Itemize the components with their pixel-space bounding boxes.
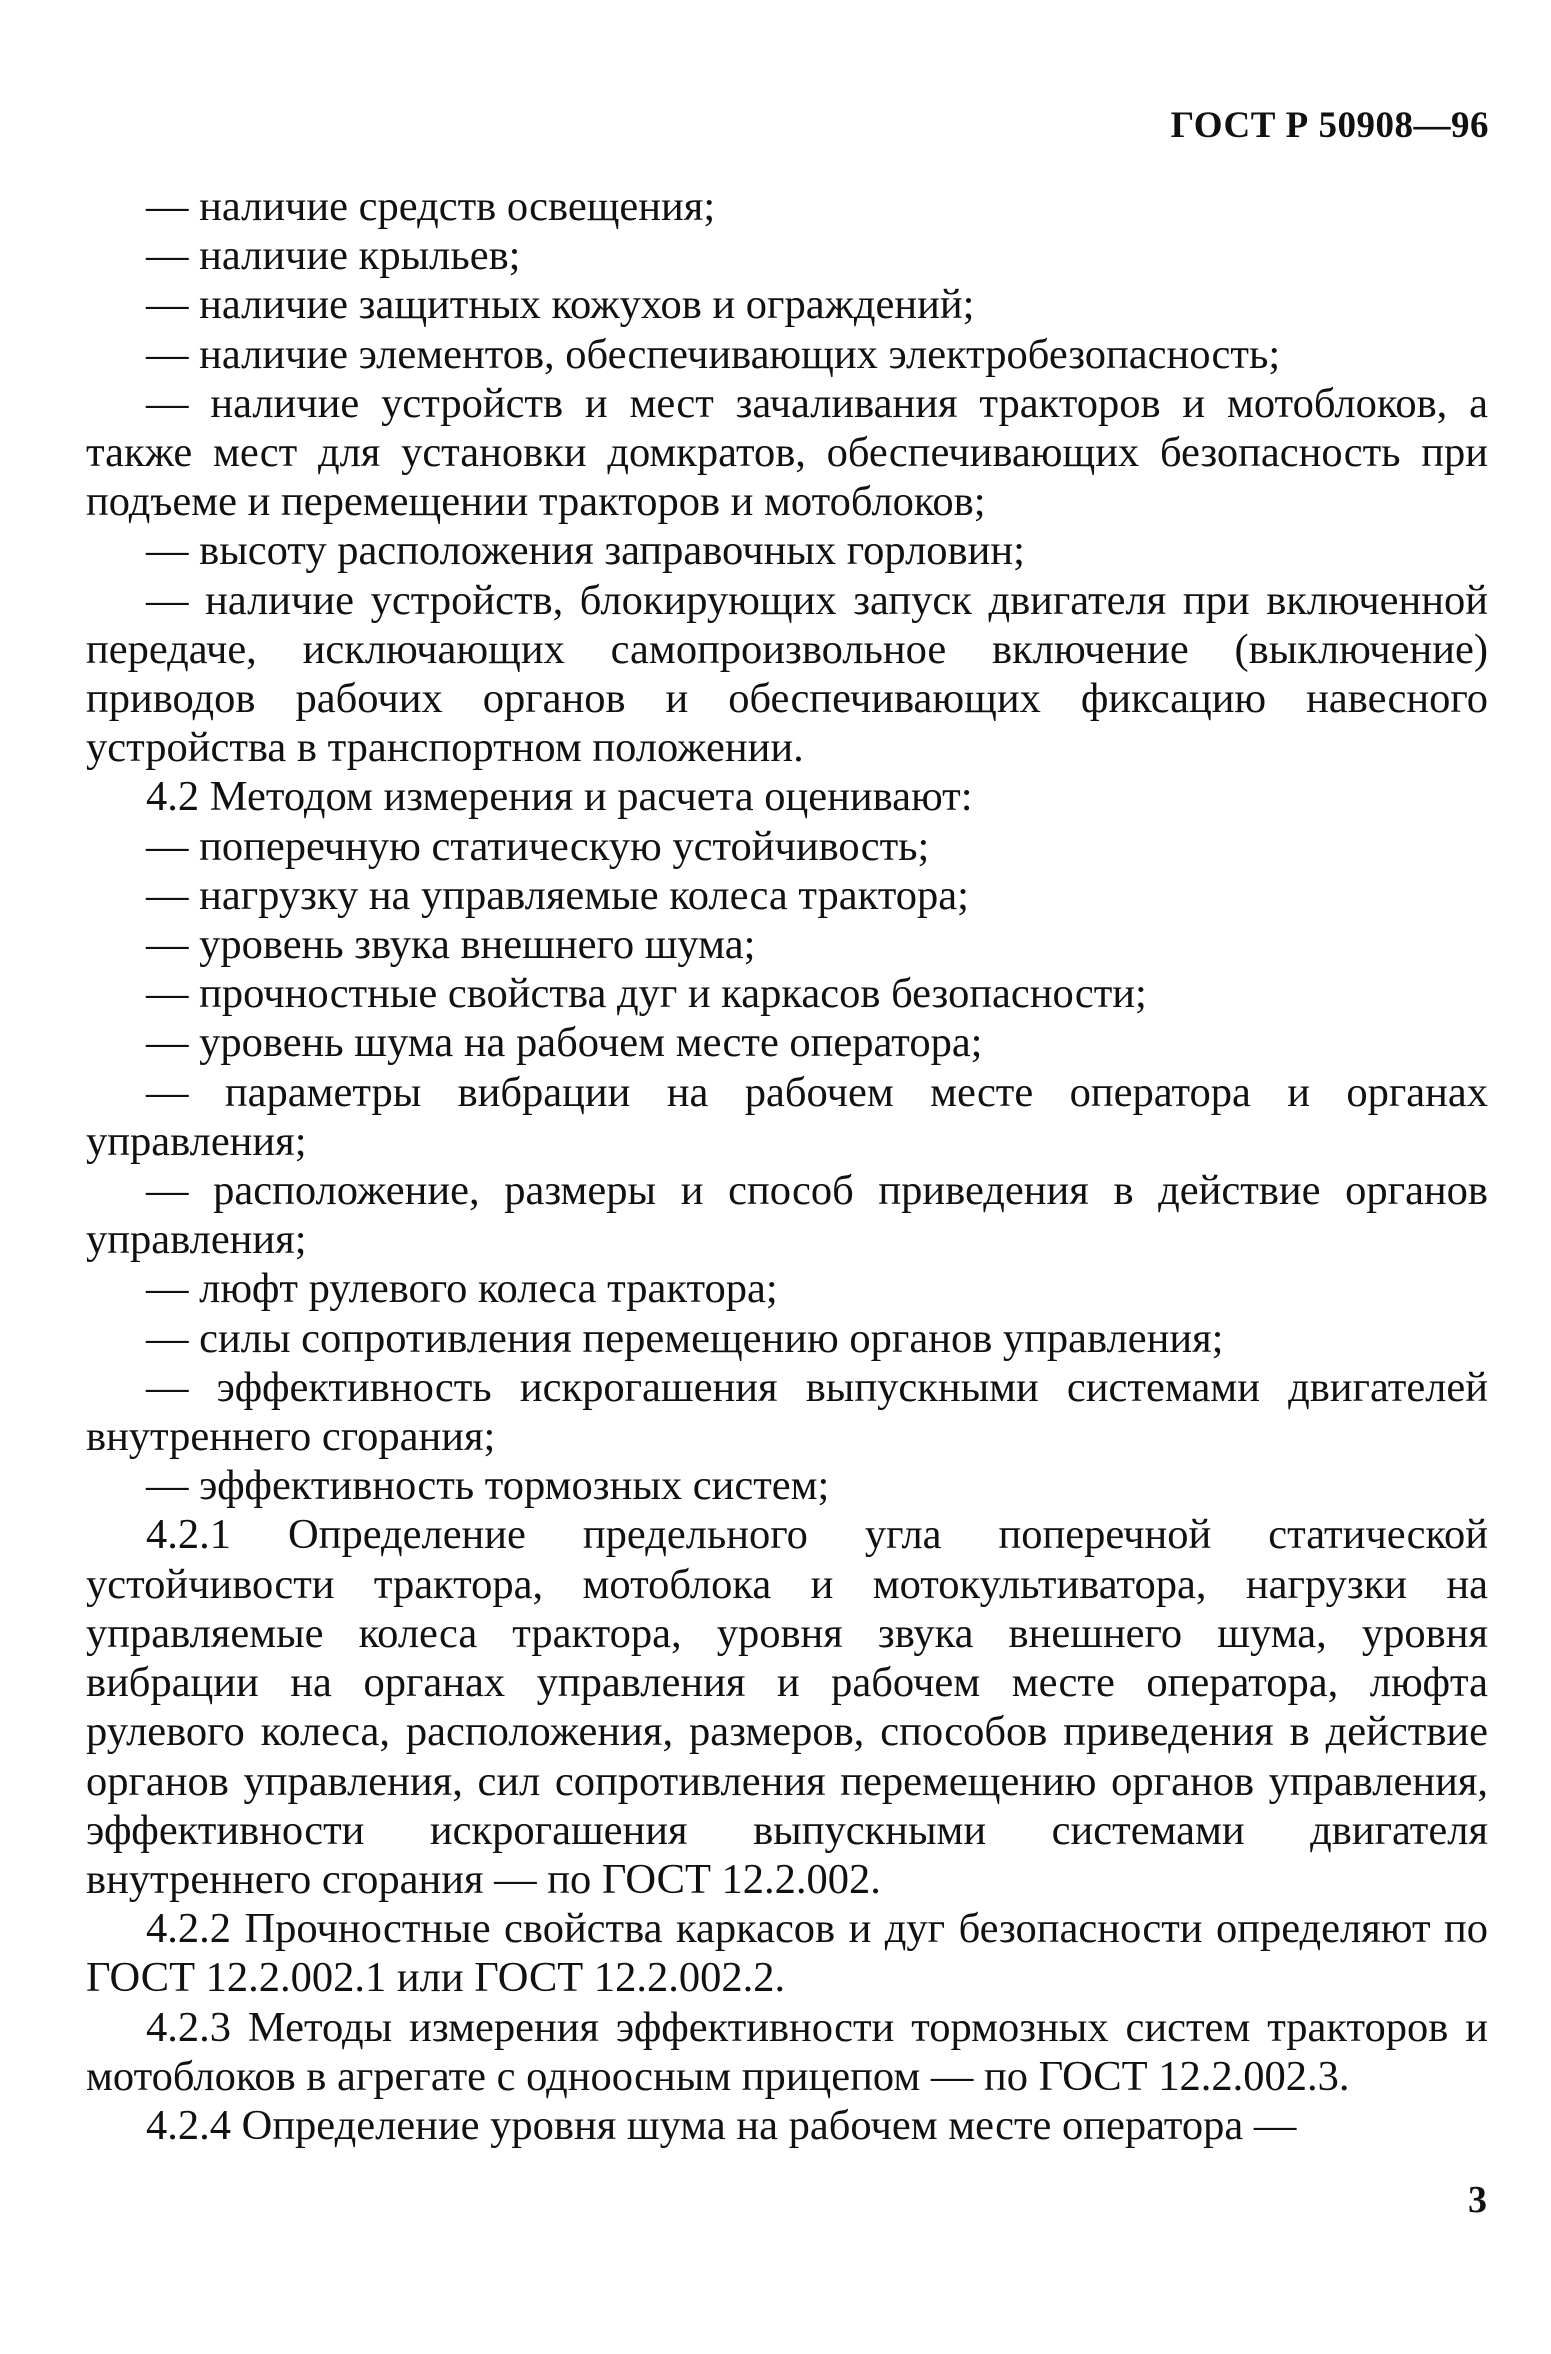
list-item: — уровень шума на рабочем месте оператора;	[146, 1019, 983, 1067]
list-item: — расположение, размеры и способ приведения в действие органов управления;	[86, 1167, 1488, 1264]
clause-4-2-4: 4.2.4 Определение уровня шума на рабочем месте оператора —	[146, 2101, 1297, 2149]
list-item: — наличие защитных кожухов и ограждений;	[146, 281, 975, 329]
list-item: — наличие устройств, блокирующих запуск двигателя при включенной передаче, исключающих самопроизвольное включение (выключение) приводов рабочих органов и обеспечивающих фиксацию навесного устройства в транспортном положении.	[86, 576, 1488, 772]
list-item: — уровень звука внешнего шума;	[146, 921, 756, 969]
list-item: — поперечную статическую устойчивость;	[146, 822, 930, 870]
list-item: — эффективность тормозных систем;	[146, 1462, 830, 1510]
clause-4-2-3: 4.2.3 Методы измерения эффективности тормозных систем тракторов и мотоблоков в агрегате с одноосным прицепом — по ГОСТ 12.2.002.3.	[86, 2003, 1488, 2100]
list-item: — прочностные свойства дуг и каркасов безопасности;	[146, 970, 1147, 1018]
list-item: — наличие крыльев;	[146, 232, 521, 280]
clause-4-2-1: 4.2.1 Определение предельного угла поперечной статической устойчивости трактора, мотоблока и мотокультиватора, нагрузки на управляемые колеса трактора, уровня звука внешнего шума, уровня вибрации на органах управления и рабочем месте оператора, люфта рулевого колеса, расположения, размеров, способов приведения в действие органов управления, сил сопротивления перемещению органов управления, эффективности искрогашения выпускными системами двигателя внутреннего сгорания — по ГОСТ 12.2.002.	[86, 1511, 1488, 1903]
page-content	[86, 182, 1488, 2150]
list-item: — эффективность искрогашения выпускными системами двигателей внутреннего сгорания;	[86, 1363, 1488, 1461]
clause-4-2-2: 4.2.2 Прочностные свойства каркасов и дуг безопасности определяют по ГОСТ 12.2.002.1 или ГОСТ 12.2.002.2.	[86, 1905, 1488, 2002]
list-item: — высоту расположения заправочных горловин;	[146, 527, 1025, 575]
list-item: — наличие устройств и мест зачаливания тракторов и мотоблоков, а также мест для установки домкратов, обеспечивающих безопасность при подъеме и перемещении тракторов и мотоблоков;	[86, 379, 1488, 526]
list-item: — параметры вибрации на рабочем месте оператора и органах управления;	[86, 1068, 1488, 1165]
list-item: — наличие средств освещения;	[146, 183, 716, 230]
list-item: — нагрузку на управляемые колеса трактора;	[146, 871, 969, 919]
section-heading-4-2: 4.2 Методом измерения и расчета оценивают:	[146, 773, 973, 821]
list-item: — силы сопротивления перемещению органов управления;	[146, 1314, 1224, 1362]
list-item: — люфт рулевого колеса трактора;	[146, 1265, 778, 1313]
list-item: — наличие элементов, обеспечивающих электробезопасность;	[146, 330, 1281, 378]
document-header: ГОСТ Р 50908—96	[1170, 105, 1489, 146]
page-number: 3	[1468, 2179, 1487, 2221]
